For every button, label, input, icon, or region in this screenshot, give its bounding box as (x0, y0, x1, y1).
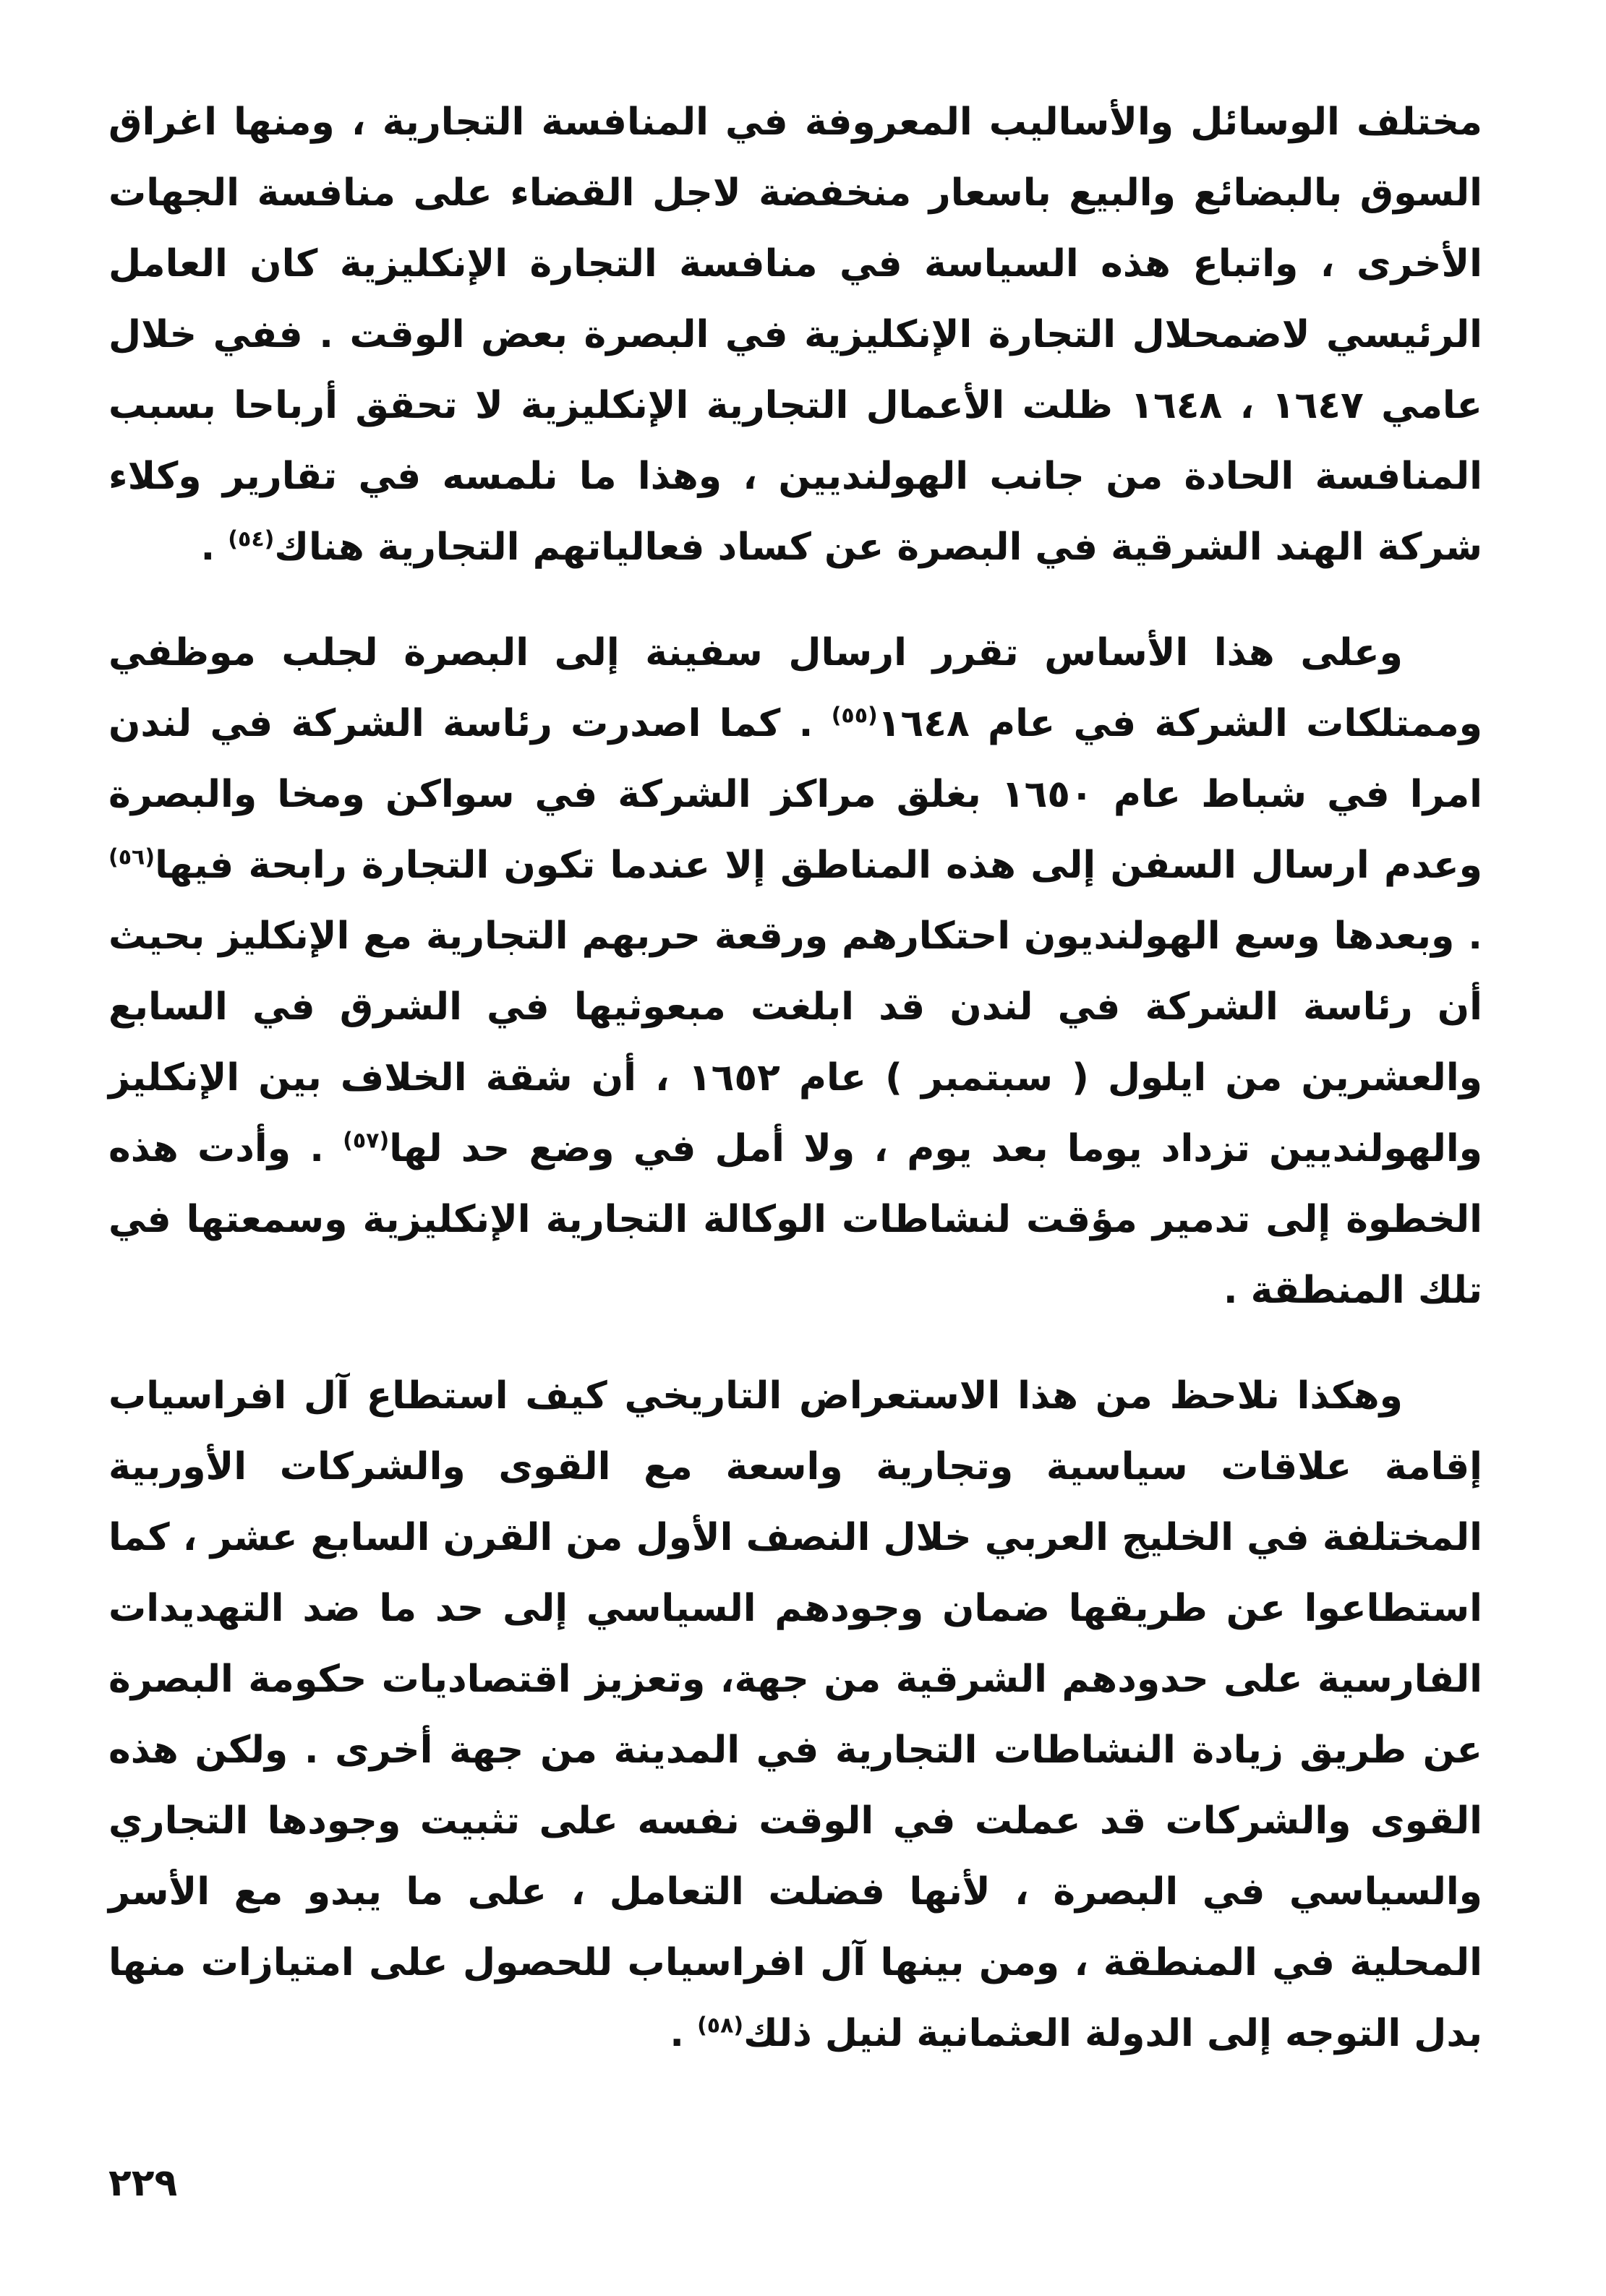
paragraph-1 (108, 87, 1482, 583)
paragraph-text: وعلى هذا الأساس تقرر ارسال سفينة إلى البصرة لجلب موظفي وممتلكات الشركة في عام ١٦٤٨ (108, 631, 1482, 745)
paragraph-text: . (200, 526, 228, 569)
paragraph-2 (108, 617, 1482, 1326)
paragraph-gap (108, 1326, 1482, 1361)
paragraph-3 (108, 1361, 1482, 2069)
page-body (108, 87, 1482, 2183)
footnote-ref-54: (٥٤) (228, 526, 275, 552)
paragraph-text: . وبعدها وسع الهولنديون احتكارهم ورقعة حربهم التجارية مع الإنكليز بحيث أن رئاسة الشركة في لندن قد ابلغت مبعوثيها في الشرق في السابع والعشرين من ايلول ( سبتمبر ) عام ١٦٥٢ ، أن شقة الخلاف بين الإنكليز والهولنديين تزداد يوما بعد يوم ، ولا أمل في وضع حد لها (108, 914, 1482, 1170)
paragraph-text: مختلف الوسائل والأساليب المعروفة في المنافسة التجارية ، ومنها اغراق السوق بالبضائع والبيع باسعار منخفضة لاجل القضاء على منافسة الجهات الأخرى ، واتباع هذه السياسة في منافسة التجارة الإنكليزية كان العامل الرئيسي لاضمحلال التجارة الإنكليزية في البصرة بعض الوقت . ففي خلال عامي ١٦٤٧ ، ١٦٤٨ ظلت الأعمال التجارية الإنكليزية لا تحقق أرباحا بسبب المنافسة الحادة من جانب الهولنديين ، وهذا ما نلمسه في تقارير وكلاء شركة الهند الشرقية في البصرة عن كساد فعالياتهم التجارية هناك (108, 100, 1482, 569)
footnote-ref-55: (٥٥) (831, 703, 878, 729)
paragraph-text: . وأدت هذه الخطوة إلى تدمير مؤقت لنشاطات الوكالة التجارية الإنكليزية وسمعتها في تلك المنطقة . (108, 1127, 1482, 1312)
paragraph-text: وهكذا نلاحظ من هذا الاستعراض التاريخي كيف استطاع آل افراسياب إقامة علاقات سياسية وتجارية واسعة مع القوى والشركات الأوربية المختلفة في الخليج العربي خلال النصف الأول من القرن السابع عشر ، كما استطاعوا عن طريقها ضمان وجودهم السياسي إلى حد ما ضد التهديدات الفارسية على حدودهم الشرقية من جهة، وتعزيز اقتصاديات حكومة البصرة عن طريق زيادة النشاطات التجارية في المدينة من جهة أخرى . ولكن هذه القوى والشركات قد عملت في الوقت نفسه على تثبيت وجودها التجاري والسياسي في البصرة ، لأنها فضلت التعامل ، على ما يبدو مع الأسر المحلية في المنطقة ، ومن بينها آل افراسياب للحصول على امتيازات منها بدل التوجه إلى الدولة العثمانية لنيل ذلك (108, 1374, 1482, 2055)
paragraph-gap (108, 583, 1482, 617)
paragraph-text: . كما اصدرت رئاسة الشركة في لندن امرا في شباط عام ١٦٥٠ بغلق مراكز الشركة في سواكن ومخا والبصرة وعدم ارسال السفن إلى هذه المناطق إلا عندما تكون التجارة رابحة فيها (108, 702, 1482, 887)
page-number: ٢٢٩ (108, 2162, 178, 2205)
paragraph-text: . (670, 2012, 698, 2055)
footnote-ref-57: (٥٧) (343, 1128, 390, 1154)
footnote-ref-56: (٥٦) (108, 844, 155, 870)
footnote-ref-58: (٥٨) (697, 2013, 744, 2039)
